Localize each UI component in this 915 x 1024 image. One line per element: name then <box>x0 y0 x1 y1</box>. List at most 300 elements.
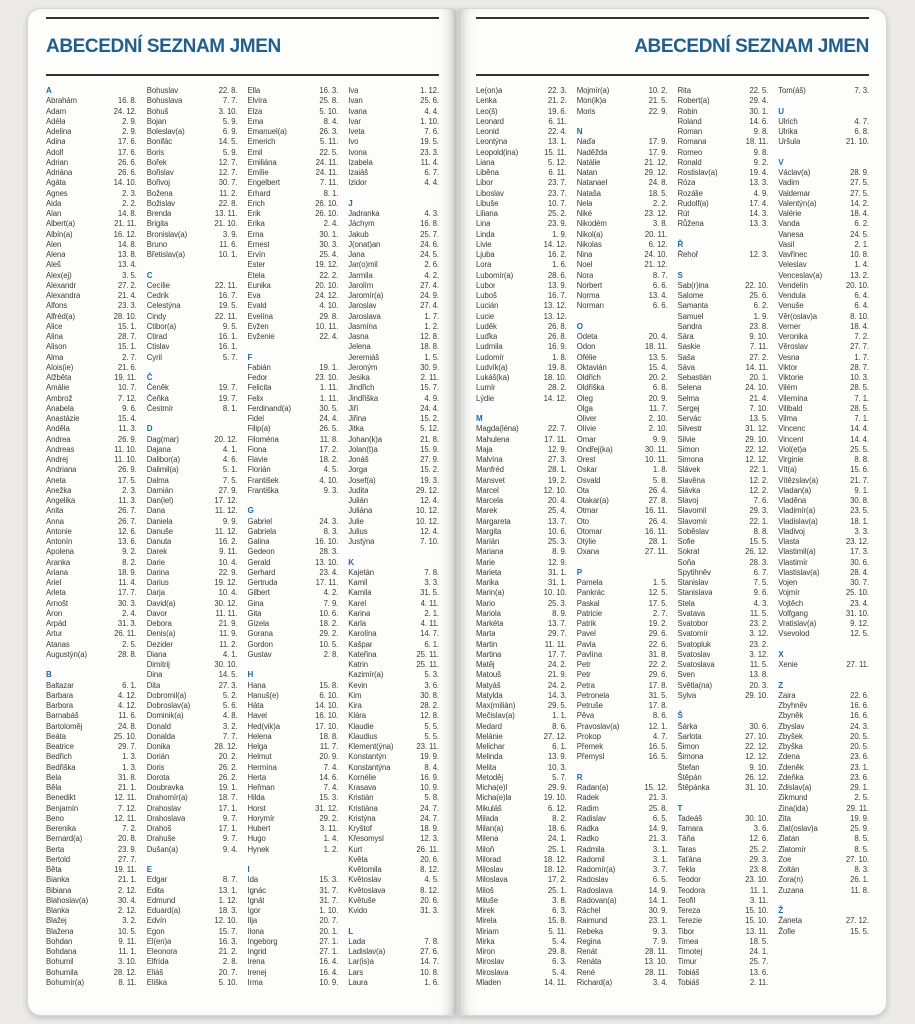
name-entry <box>476 722 567 732</box>
nameday-date: 29. 7. <box>117 742 137 751</box>
nameday-date: 12. 5. <box>648 588 668 598</box>
name-label: Jadranka <box>348 209 380 218</box>
nameday-date: 4. 1. <box>222 444 238 454</box>
name-label: Izidor <box>348 178 367 188</box>
nameday-date: 2. 11. <box>749 977 769 987</box>
name-label: Barbara <box>46 690 74 700</box>
name-entry <box>678 742 769 752</box>
letter-heading: T <box>677 803 683 813</box>
name-label: Kamil <box>348 578 368 587</box>
name-entry <box>678 814 769 824</box>
name-label: Taťána <box>677 854 702 864</box>
name-label: Matouš <box>476 670 501 680</box>
name-label: Otmar <box>576 506 598 516</box>
nameday-date: 31. 1. <box>547 578 567 587</box>
nameday-date: 23. 7. <box>547 178 567 188</box>
nameday-date: 16. 10. <box>315 711 339 721</box>
nameday-date: 16. 6. <box>850 711 869 721</box>
name-label: Vanesa <box>778 229 804 239</box>
name-label: Vadim <box>778 178 800 188</box>
nameday-date: 21. 1. <box>117 783 137 792</box>
name-entry <box>678 568 769 578</box>
nameday-date: 26. 5. <box>319 424 339 434</box>
nameday-date: 19. 11. <box>114 373 137 382</box>
nameday-date: 22. 4. <box>319 332 339 341</box>
name-entry <box>577 670 668 680</box>
nameday-date: 3. 4. <box>652 977 668 987</box>
name-entry <box>577 465 668 475</box>
name-label: Dobromil(a) <box>146 690 187 700</box>
name-label: Orest <box>576 455 596 464</box>
name-entry <box>348 886 439 896</box>
nameday-date: 23. 9. <box>547 219 567 229</box>
name-entry <box>476 281 567 291</box>
name-label: Flavie <box>247 455 268 464</box>
name-label: Růžena <box>677 219 704 229</box>
name-entry <box>678 722 769 732</box>
name-entry <box>778 845 869 855</box>
name-entry <box>778 517 869 527</box>
nameday-date: 16. 3. <box>319 86 339 95</box>
name-label: Vilma <box>778 414 798 423</box>
name-entry <box>678 834 769 844</box>
nameday-date: 19. 5. <box>218 301 238 311</box>
nameday-date: 15. 5. <box>850 926 869 936</box>
name-entry <box>147 435 238 445</box>
name-label: Mansvet <box>476 475 505 485</box>
name-label: Bibiana <box>46 885 72 895</box>
section-gap <box>476 404 567 414</box>
name-label: Žaneta <box>778 916 802 926</box>
section-gap <box>778 148 869 158</box>
name-entry <box>678 496 769 506</box>
name-entry <box>476 886 567 896</box>
name-label: Andrea <box>46 434 71 444</box>
name-entry <box>577 517 668 527</box>
name-label: Lukáš(ka) <box>476 373 510 382</box>
nameday-date: 13. 8. <box>749 670 769 680</box>
nameday-date: 24. 11. <box>315 157 339 167</box>
name-entry <box>778 199 869 209</box>
name-entry <box>248 127 339 137</box>
name-label: Zikmund <box>778 793 808 803</box>
name-entry <box>248 312 339 322</box>
name-entry <box>678 752 769 762</box>
nameday-date: 3. 1. <box>652 854 668 864</box>
name-entry <box>46 404 137 414</box>
name-entry <box>678 578 769 588</box>
nameday-date: 27. 1. <box>319 936 339 946</box>
nameday-date: 11. 1. <box>118 947 137 956</box>
name-entry <box>778 752 869 762</box>
name-entry <box>476 353 567 363</box>
nameday-date: 27. 4. <box>420 301 439 311</box>
nameday-date: 13. 6. <box>117 537 137 546</box>
nameday-date: 30. 1. <box>319 229 339 239</box>
nameday-date: 16. 11. <box>644 506 668 516</box>
name-entry <box>248 414 339 424</box>
nameday-date: 5. 12. <box>420 424 439 434</box>
name-entry <box>778 219 869 229</box>
name-entry <box>778 168 869 178</box>
name-entry <box>778 332 869 342</box>
name-label: Romana <box>677 137 707 147</box>
name-label: Helena <box>247 731 272 741</box>
name-label: Vojtěch <box>778 598 804 608</box>
name-entry <box>778 486 869 496</box>
name-entry <box>46 209 137 219</box>
name-label: Evelína <box>247 311 273 321</box>
name-label: Darek <box>146 547 168 557</box>
nameday-date: 7. 4. <box>323 762 339 772</box>
letter-heading: H <box>247 670 254 680</box>
name-entry <box>577 845 668 855</box>
nameday-date: 7. 10. <box>420 537 439 546</box>
name-label: Petra <box>576 680 595 690</box>
name-label: Zlatan <box>778 834 800 844</box>
nameday-date: 17. 10. <box>315 721 339 731</box>
name-label: Zdislav(a) <box>778 783 812 792</box>
nameday-date: 29. 8. <box>547 947 567 956</box>
name-entry <box>577 875 668 885</box>
name-entry <box>577 640 668 650</box>
name-label: František <box>247 475 279 485</box>
name-entry <box>46 947 137 957</box>
name-label: Kristýna <box>348 813 376 823</box>
nameday-date: 10. 10. <box>543 588 567 598</box>
name-label: Bedřiška <box>46 762 76 772</box>
nameday-date: 18. 4. <box>850 209 869 218</box>
name-label: Hed(vik)a <box>247 721 280 731</box>
name-entry <box>147 168 238 178</box>
nameday-date: 20. 8. <box>117 834 137 844</box>
name-label: Beáta <box>46 731 66 741</box>
name-label: Edgar <box>146 875 168 885</box>
nameday-date: 2. 9. <box>122 116 137 126</box>
nameday-date: 21. 12. <box>644 157 668 167</box>
nameday-date: 23. 1. <box>850 762 869 772</box>
name-entry <box>476 783 567 793</box>
name-entry <box>678 927 769 937</box>
name-label: Erna <box>247 229 264 239</box>
page-title: ABECEDNÍ SEZNAM JMEN <box>46 36 281 57</box>
nameday-date: 29. 7. <box>547 629 567 639</box>
name-label: Nikolas <box>576 239 602 249</box>
nameday-date: 6. 8. <box>652 383 668 393</box>
nameday-date: 8. 4. <box>424 762 439 772</box>
name-entry <box>348 824 439 834</box>
name-entry <box>577 332 668 342</box>
nameday-date: 5. 8. <box>652 475 668 485</box>
nameday-date: 3. 6. <box>753 824 769 833</box>
name-entry <box>778 506 869 516</box>
nameday-date: 18. 12. <box>543 865 567 874</box>
nameday-date: 27. 7. <box>850 342 869 352</box>
name-entry <box>476 465 567 475</box>
name-label: Vavřinec <box>778 250 808 259</box>
name-entry <box>147 691 238 701</box>
name-entry <box>46 117 137 127</box>
name-label: Rudolf(a) <box>677 198 709 208</box>
nameday-date: 18. 2. <box>319 455 339 464</box>
name-entry <box>678 219 769 229</box>
name-label: Valérie <box>778 209 802 218</box>
name-entry <box>147 650 238 660</box>
nameday-date: 10. 7. <box>117 383 137 393</box>
name-entry <box>778 855 869 865</box>
name-entry <box>678 178 769 188</box>
nameday-date: 23. 6. <box>850 772 869 782</box>
name-label: Zdena <box>778 752 800 762</box>
nameday-date: 18. 11. <box>745 137 769 147</box>
name-entry <box>577 301 668 311</box>
name-entry <box>678 383 769 393</box>
name-entry <box>348 353 439 363</box>
name-entry <box>577 865 668 875</box>
nameday-date: 5. 5. <box>424 721 439 731</box>
name-entry <box>147 332 238 342</box>
nameday-date: 30. 4. <box>117 895 137 905</box>
name-entry <box>147 189 238 199</box>
nameday-date: 18. 8. <box>319 731 339 741</box>
name-entry <box>147 312 238 322</box>
name-label: Vesna <box>778 352 800 362</box>
name-label: Agnes <box>46 188 68 198</box>
name-entry <box>46 301 137 311</box>
name-label: Apolena <box>46 547 74 557</box>
nameday-date: 8. 7. <box>652 270 668 280</box>
nameday-date: 15. 12. <box>644 783 668 792</box>
name-label: Paskal <box>576 598 600 608</box>
nameday-date: 7. 6. <box>424 127 439 136</box>
name-label: Magda(léna) <box>476 424 519 434</box>
name-entry <box>778 496 869 506</box>
page-title: ABECEDNÍ SEZNAM JMEN <box>634 36 869 57</box>
name-label: Ferdinand(a) <box>247 403 291 413</box>
name-label: Adina <box>46 137 66 147</box>
name-entry <box>46 578 137 588</box>
name-label: Milan(a) <box>476 824 504 833</box>
name-entry <box>476 219 567 229</box>
nameday-date: 7. 9. <box>323 598 339 608</box>
name-label: Iveta <box>348 127 365 136</box>
name-label: Řehoř <box>677 250 699 259</box>
nameday-date: 18. 11. <box>644 342 668 352</box>
nameday-date: 2. 5. <box>854 793 869 803</box>
name-entry <box>348 168 439 178</box>
nameday-date: 3. 2. <box>222 721 238 731</box>
nameday-date: 6. 1. <box>424 639 439 649</box>
name-label: Miron <box>476 947 495 956</box>
name-label: Marcel <box>476 485 499 495</box>
nameday-date: 15. 5. <box>749 537 769 546</box>
name-label: Ariel <box>46 578 62 587</box>
name-entry <box>147 927 238 937</box>
section-gap <box>577 763 668 773</box>
name-label: Jarmila <box>348 270 373 280</box>
letter-heading: Ž <box>778 906 784 915</box>
name-entry <box>348 875 439 885</box>
name-label: Lubomír(a) <box>476 270 514 280</box>
nameday-date: 17. 4. <box>749 198 769 208</box>
name-label: Elfrída <box>146 957 169 967</box>
nameday-date: 18. 10. <box>543 373 567 382</box>
name-label: Jaromír(a) <box>348 291 384 300</box>
name-label: Ljuba <box>476 250 495 259</box>
name-entry <box>46 968 137 978</box>
nameday-date: 26. 6. <box>117 157 137 167</box>
name-label: Luďka <box>476 332 498 341</box>
name-label: Věr(oslav)a <box>778 311 818 321</box>
nameday-date: 8. 9. <box>552 608 567 618</box>
name-label: Jiřina <box>348 414 367 423</box>
name-label: Elvíra <box>247 96 267 106</box>
name-label: Emanuel(a) <box>247 127 287 136</box>
name-entry <box>678 486 769 496</box>
name-label: Blažena <box>46 926 74 936</box>
name-entry <box>577 455 668 465</box>
name-label: Ivana <box>348 106 367 116</box>
name-entry <box>476 906 567 916</box>
name-label: Jarolím <box>348 280 374 290</box>
name-label: Norman <box>576 301 604 311</box>
name-entry <box>147 86 238 96</box>
name-label: Moris <box>576 106 596 116</box>
name-label: Hermína <box>247 762 277 772</box>
name-entry <box>348 373 439 383</box>
name-label: Anastázie <box>46 414 80 423</box>
nameday-date: 1. 10. <box>420 116 439 126</box>
name-entry <box>348 158 439 168</box>
letter-heading: L <box>348 926 354 936</box>
name-entry <box>248 834 339 844</box>
name-label: Gabriel <box>247 516 272 526</box>
name-entry <box>348 783 439 793</box>
nameday-date: 4. 2. <box>424 270 439 280</box>
name-entry <box>348 670 439 680</box>
name-label: Ota <box>576 485 590 495</box>
name-entry <box>577 199 668 209</box>
name-entry <box>678 301 769 311</box>
name-label: Květoslav <box>348 875 382 885</box>
name-label: Ladislav(a) <box>348 947 386 956</box>
nameday-date: 7. 7. <box>222 731 238 741</box>
name-entry <box>248 640 339 650</box>
name-entry <box>46 927 137 937</box>
name-label: Křesomysl <box>348 834 384 844</box>
name-entry <box>678 353 769 363</box>
name-entry <box>147 906 238 916</box>
section-gap <box>577 312 668 322</box>
name-label: Šimon <box>677 742 700 751</box>
name-entry <box>46 373 137 383</box>
name-label: Marie <box>476 557 495 567</box>
name-entry <box>46 496 137 506</box>
name-label: Libor <box>476 178 493 188</box>
name-label: Laura <box>348 977 368 987</box>
name-entry <box>248 681 339 691</box>
name-entry <box>778 527 869 537</box>
nameday-date: 26. 7. <box>117 506 137 516</box>
nameday-date: 8. 5. <box>854 844 869 854</box>
nameday-date: 20. 5. <box>850 731 869 741</box>
name-entry <box>46 834 137 844</box>
name-entry <box>248 978 339 988</box>
nameday-date: 22. 11. <box>214 280 238 290</box>
name-label: Ronald <box>677 157 702 167</box>
name-label: Vsevolod <box>778 629 810 639</box>
name-entry <box>678 250 769 260</box>
nameday-date: 5. 11. <box>319 137 339 147</box>
name-label: Evženie <box>247 332 275 341</box>
name-label: Alfréd(a) <box>46 311 75 321</box>
name-entry <box>577 722 668 732</box>
section-gap <box>248 660 339 670</box>
nameday-date: 21. 9. <box>218 619 238 628</box>
name-entry <box>147 240 238 250</box>
name-entry <box>476 855 567 865</box>
name-label: Florián <box>247 465 271 475</box>
nameday-date: 28. 7. <box>850 362 869 372</box>
name-entry <box>147 629 238 639</box>
name-label: Andreas <box>46 444 75 454</box>
name-entry <box>46 383 137 393</box>
name-entry <box>348 230 439 240</box>
nameday-date: 16. 12. <box>113 229 137 239</box>
nameday-date: 6. 2. <box>854 219 869 229</box>
name-entry <box>678 619 769 629</box>
nameday-date: 24. 4. <box>319 414 339 423</box>
nameday-date: 14. 6. <box>319 772 339 782</box>
name-label: Drahoslav <box>146 803 181 813</box>
nameday-date: 24. 5. <box>420 250 439 259</box>
name-label: Nikol(a) <box>576 229 603 239</box>
name-entry <box>348 896 439 906</box>
nameday-date: 4. 10. <box>319 301 339 311</box>
name-label: Boleslav(a) <box>146 127 185 136</box>
name-entry <box>248 547 339 557</box>
nameday-date: 11. 3. <box>118 496 137 505</box>
section-gap <box>147 363 238 373</box>
name-label: Marieta <box>476 567 502 577</box>
name-label: Lada <box>348 936 366 946</box>
name-entry <box>778 230 869 240</box>
name-entry <box>678 506 769 516</box>
name-label: Alfons <box>46 301 68 311</box>
name-entry <box>778 763 869 773</box>
nameday-date: 15. 2. <box>420 465 439 475</box>
nameday-date: 5. 6. <box>222 701 238 710</box>
nameday-date: 25. 6. <box>420 96 439 106</box>
name-entry <box>46 814 137 824</box>
nameday-date: 14. 9. <box>648 824 668 833</box>
nameday-date: 10. 3. <box>547 762 567 772</box>
nameday-date: 14. 6. <box>749 116 769 126</box>
name-label: Albert(a) <box>46 219 75 229</box>
name-entry <box>476 373 567 383</box>
name-label: Konstantýn <box>348 752 387 762</box>
nameday-date: 20. 7. <box>218 967 238 977</box>
name-label: Bertold <box>46 854 71 864</box>
name-entry <box>678 394 769 404</box>
nameday-date: 24. 11. <box>315 168 339 177</box>
name-label: Květa <box>348 854 368 864</box>
name-label: Irma <box>247 977 263 987</box>
nameday-date: 11. 11. <box>544 639 567 649</box>
name-entry <box>348 322 439 332</box>
name-entry <box>577 968 668 978</box>
name-label: Jeroným <box>348 362 378 372</box>
